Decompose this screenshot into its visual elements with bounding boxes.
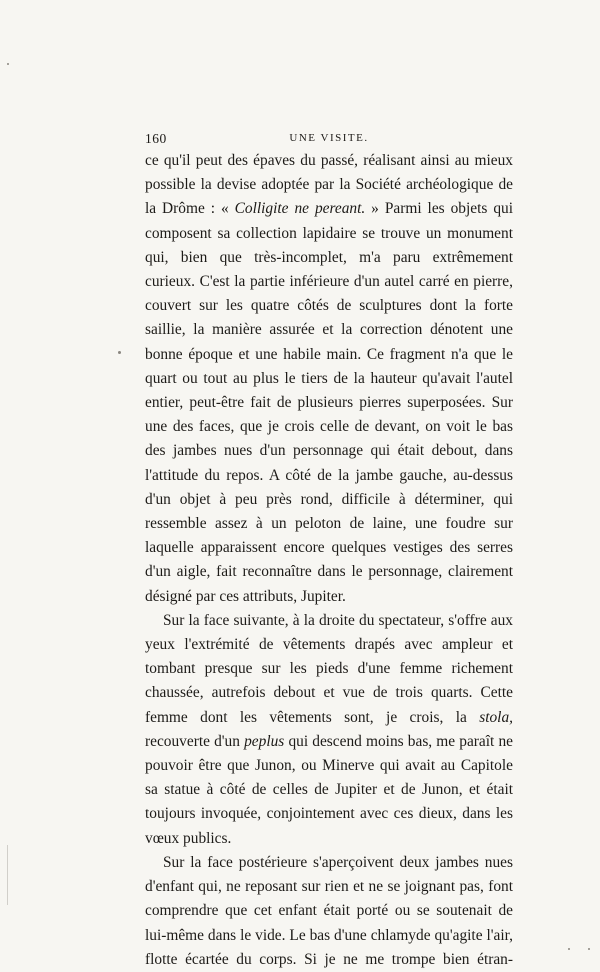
running-head <box>145 131 513 149</box>
scan-speck <box>118 351 121 354</box>
scan-speck <box>568 948 570 950</box>
paragraph-3-text-1: Sur la face postérieure s'aperçoivent deux jambes nues d'enfant qui, ne reposant sur rien et ne se joignant pas, font comprendre que cet enfant était porté ou se soutenait de lui-même dans le vide. Le bas d'une chlamyde qu'agite l'air, flotte écartée du corps. Si je ne me trompe bien étran- <box>145 853 513 968</box>
paragraph-1-text-1: ce qu'il peut des épaves du passé, réalisant ainsi au mieux possible la devise adoptée par la Société archéologique de la Drôme : « <box>145 152 513 218</box>
paragraph-3 <box>145 851 513 972</box>
page-number: 160 <box>145 131 167 146</box>
scan-speck <box>588 948 590 950</box>
body-text <box>145 149 513 972</box>
scan-speck <box>7 845 8 905</box>
paragraph-2-text-3: qui descend moins bas, me paraît ne pouvoir être que Junon, ou Minerve qui avait au Capitole sa statue à côté de celles de Jupiter et de Junon, et était toujours invoquée, conjointement avec ces dieux, dans les vœux publics. <box>145 732 513 847</box>
paragraph-1-italic-motto: Colligite ne pereant. <box>234 200 366 218</box>
paragraph-2-italic-stola: stola, <box>479 708 513 726</box>
paragraph-1 <box>145 149 513 609</box>
running-title: UNE VISITE. <box>289 132 369 144</box>
scan-speck <box>7 63 9 65</box>
paragraph-2-text-2: recouverte d'un <box>145 732 245 750</box>
paragraph-1-text-2: » Parmi les objets qui composent sa collection lapidaire se trouve un monument qui, bien que très-incomplet, m'a paru extrêmement curieux. C'est la partie inférieure d'un autel carré en pierre, couvert sur les quatre côtés de sculptures dont la forte saillie, la manière assurée et la correction dénotent une bonne époque et une habile main. Ce fragment n'a que le quart ou tout au plus le tiers de la hauteur qu'avait l'autel entier, peut-être fait de plusieurs pierres superposées. Sur une des faces, que je crois celle de devant, on voit le bas des jambes nues d'un personnage qui était debout, dans l'attitude du repos. A côté de la jambe gauche, au-dessus d'un objet à peu près rond, difficile à déterminer, qui ressemble assez à un peloton de laine, une foudre sur laquelle apparaissent encore quelques vestiges des serres d'un aigle, fait reconnaître dans le personnage, clairement désigné par ces attributs, Jupiter. <box>145 200 513 605</box>
paragraph-2-italic-peplus: peplus <box>244 732 285 750</box>
paragraph-2 <box>145 609 513 851</box>
paragraph-2-text-1: Sur la face suivante, à la droite du spectateur, s'offre aux yeux l'extrémité de vêtements drapés avec ampleur et tombant presque sur les pieds d'une femme richement chaussée, autrefois debout et vue de trois quarts. Cette femme dont les vêtements sont, je crois, la <box>145 611 513 726</box>
